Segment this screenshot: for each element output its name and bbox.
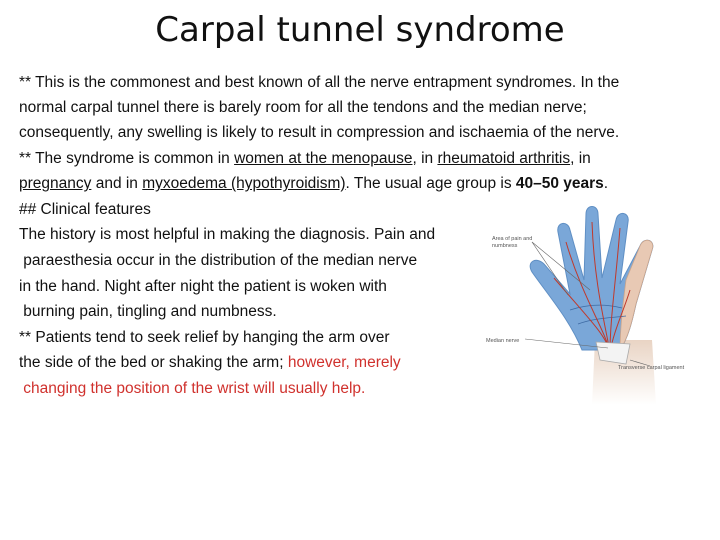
hand-illustration	[470, 200, 720, 410]
underlined-term-pregnancy: pregnancy	[19, 175, 92, 193]
text-run: the side of the bed or shaking the arm;	[19, 354, 288, 372]
highlight-text: however, merely	[287, 354, 401, 372]
text-run: and in	[91, 175, 143, 193]
text-line	[19, 171, 679, 197]
text-line: burning pain, tingling and numbness.	[19, 303, 277, 321]
label-transverse-carpal-ligament: Transverse carpal ligament	[618, 365, 685, 371]
text-line: The history is most helpful in making the diagnosis. Pain and	[19, 226, 436, 244]
text-run: . The usual age group is	[345, 175, 516, 193]
text-line	[19, 146, 679, 172]
text-line: normal carpal tunnel there is barely room for all the tendons and the median nerve;	[19, 99, 587, 117]
highlight-text: changing the position of the wrist will usually help.	[19, 379, 366, 397]
label-area-of-pain: Area of pain and	[492, 236, 533, 242]
underlined-term-rheumatoid: rheumatoid arthritis	[437, 149, 571, 167]
underlined-term-myxoedema: myxoedema (hypothyroidism)	[142, 175, 346, 193]
label-area-of-pain: numbness	[492, 243, 518, 249]
text-line: in the hand. Night after night the patient is woken with	[19, 277, 387, 295]
ulnar-skin-shape	[620, 240, 653, 350]
label-median-nerve: Median nerve	[486, 338, 520, 344]
text-run: .	[603, 175, 609, 193]
text-line: consequently, any swelling is likely to result in compression and ischaemia of the nerve.	[19, 124, 620, 142]
text-line: ** Patients tend to seek relief by hanging the arm over	[19, 328, 390, 346]
text-run: ** The syndrome is common in	[19, 149, 235, 167]
text-run: , in	[412, 149, 438, 167]
age-group: 40–50 years	[515, 175, 604, 193]
text-line: ** This is the commonest and best known of all the nerve entrapment syndromes. In the	[19, 74, 620, 91]
section-heading: ## Clinical features	[19, 200, 151, 218]
underlined-term-menopause: women at the menopause	[234, 149, 413, 167]
paragraph-intro	[19, 70, 679, 146]
text-run: , in	[570, 149, 591, 167]
text-line: paraesthesia occur in the distribution of the median nerve	[19, 251, 418, 269]
slide-title: Carpal tunnel syndrome	[155, 10, 565, 50]
paragraph-risk-factors	[19, 146, 679, 197]
